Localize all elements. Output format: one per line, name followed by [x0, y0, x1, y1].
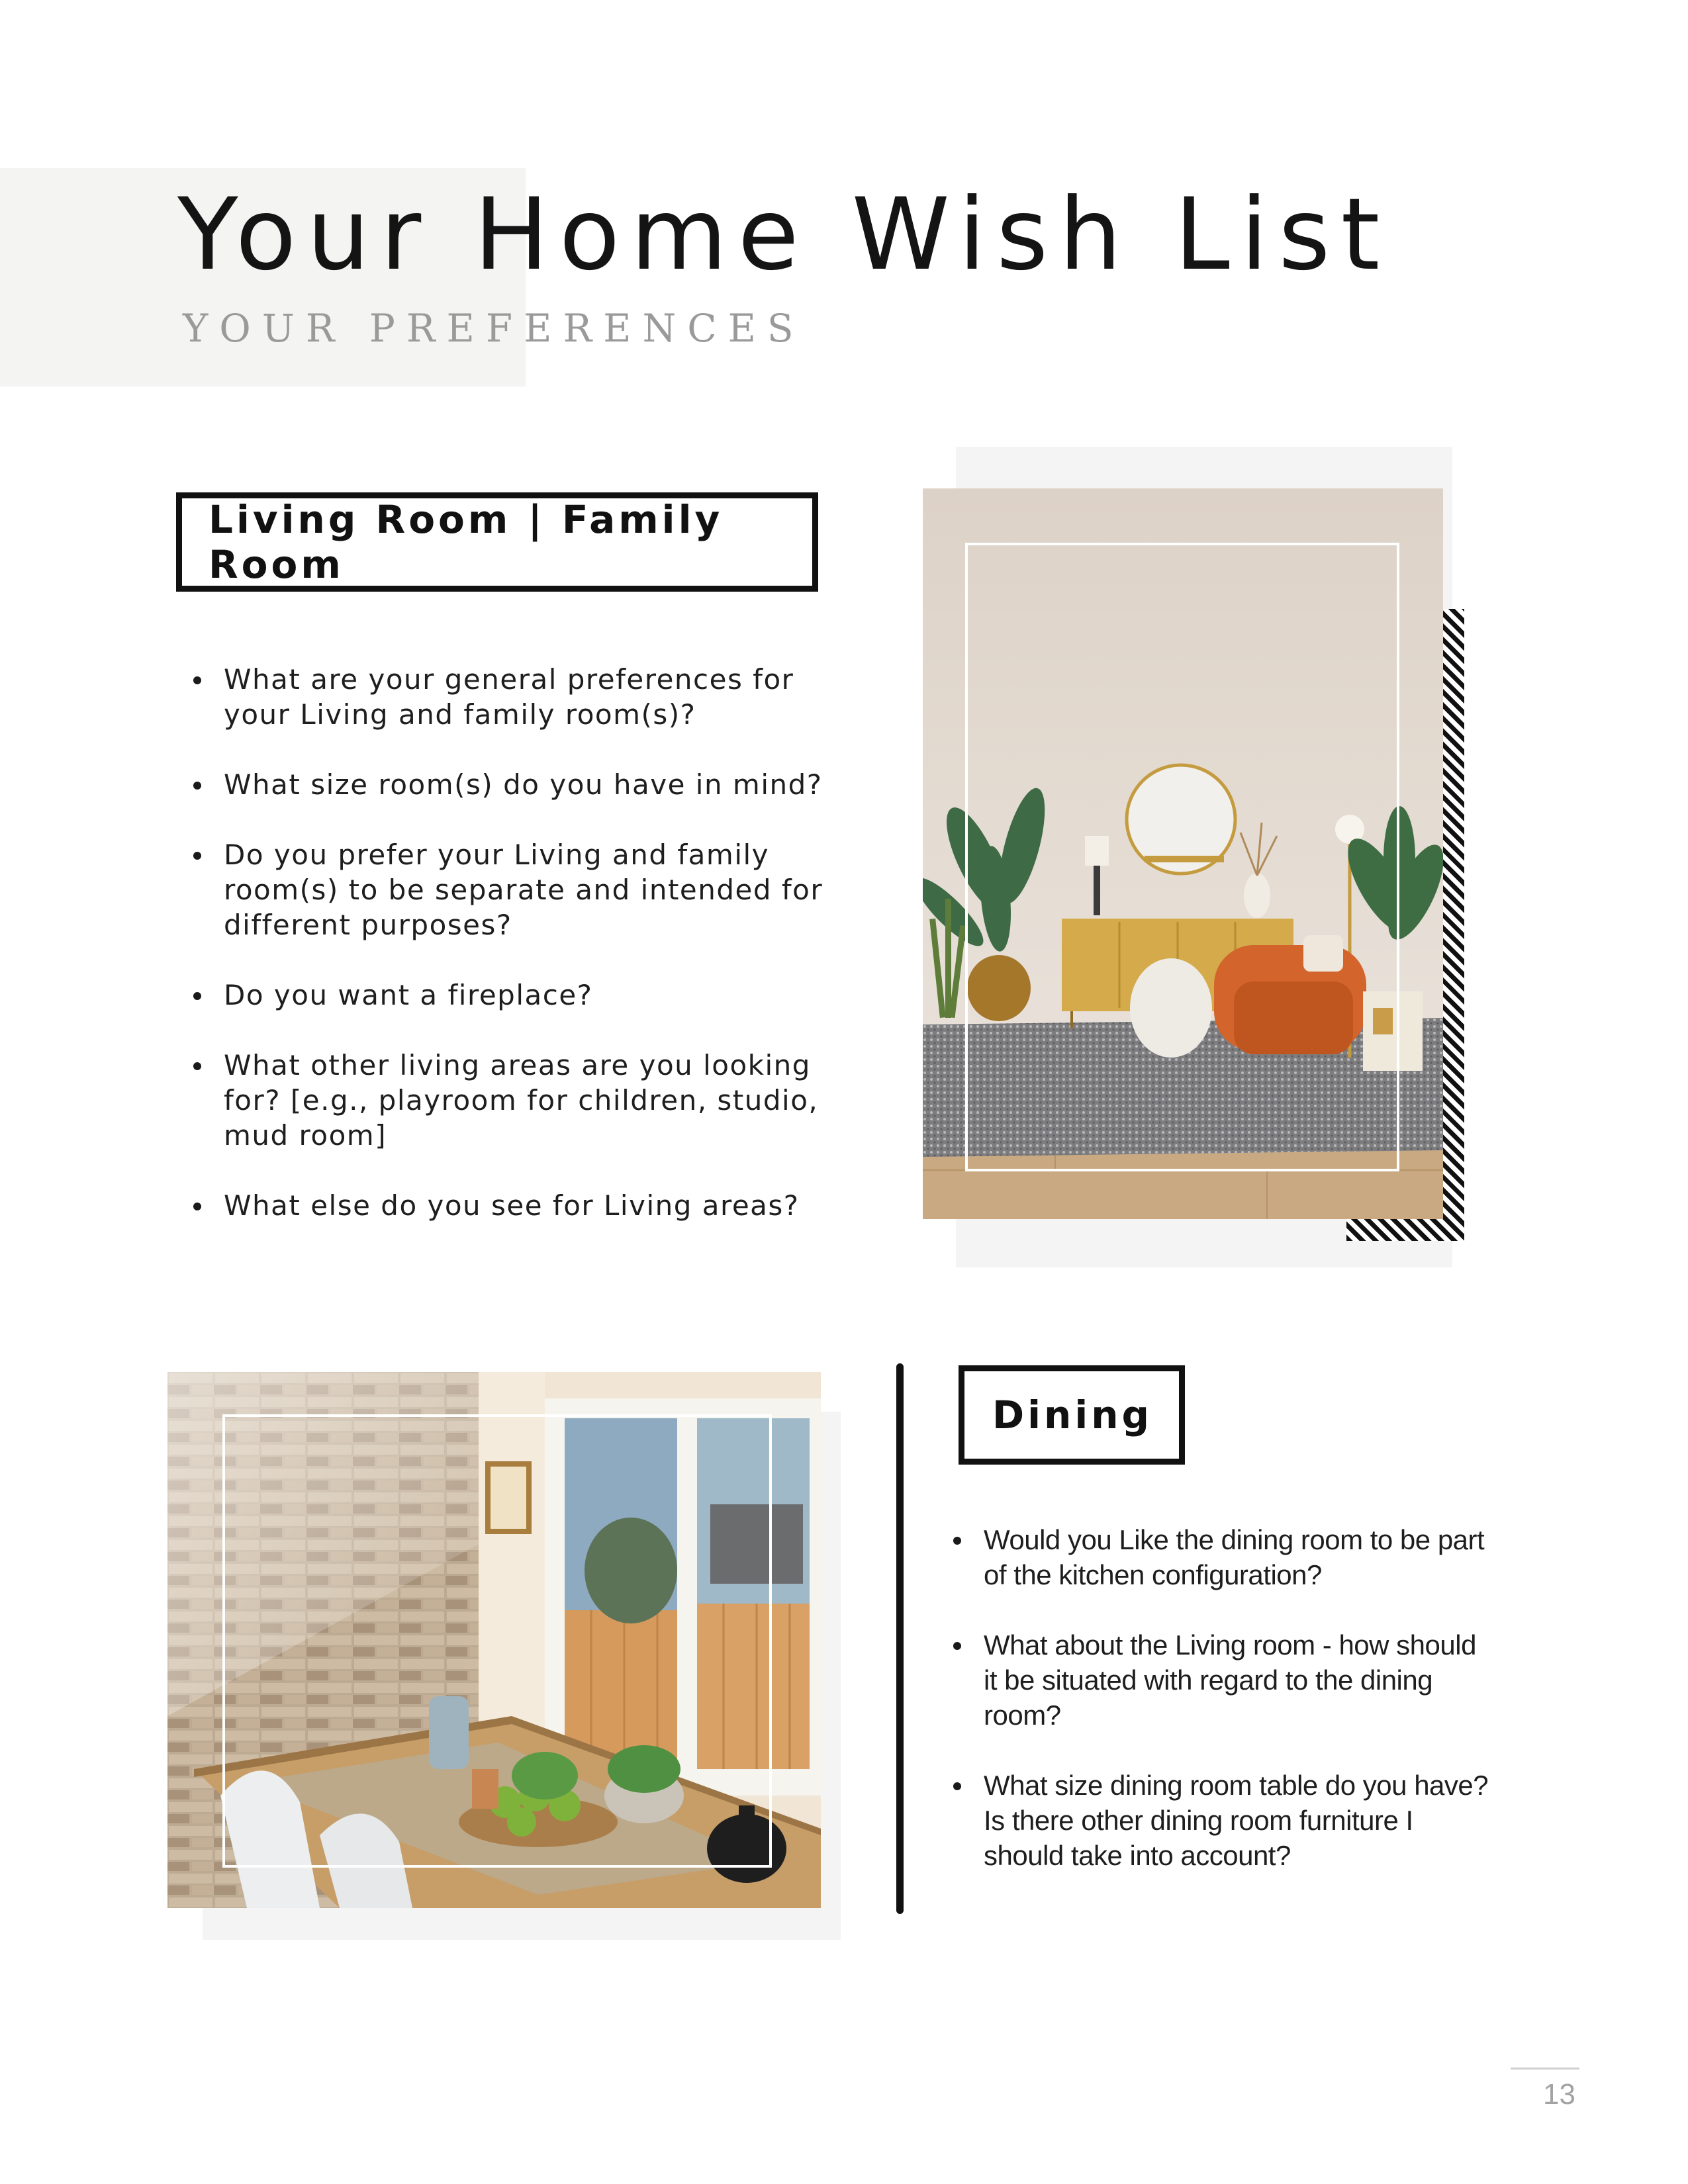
list-item: What about the Living room - how should it be situated with regard to the dining room? — [953, 1627, 1496, 1733]
dining-photo-frame — [222, 1414, 772, 1868]
list-item: Do you prefer your Living and family room(s) to be separate and intended for different purposes? — [193, 837, 829, 942]
vertical-divider — [896, 1363, 904, 1914]
page-number: 13 — [1543, 2078, 1575, 2111]
list-item: What else do you see for Living areas? — [193, 1188, 829, 1223]
list-item: What size room(s) do you have in mind? — [193, 767, 829, 802]
page-subtitle: YOUR PREFERENCES — [183, 306, 805, 351]
list-item: What are your general preferences for your Living and family room(s)? — [193, 662, 829, 732]
list-item: What other living areas are you looking for? [e.g., playroom for children, studio, mud room] — [193, 1048, 829, 1153]
list-item: Would you Like the dining room to be part of the kitchen configuration? — [953, 1522, 1496, 1592]
dining-question-list — [953, 1522, 1496, 1908]
dining-heading: Dining — [992, 1392, 1153, 1437]
living-photo-frame — [965, 543, 1399, 1171]
list-item: What size dining room table do you have? Is there other dining room furniture I should take into account? — [953, 1768, 1496, 1873]
living-room-heading: Living Room | Family Room — [209, 497, 724, 587]
dining-heading-box — [959, 1365, 1185, 1465]
list-item: Do you want a fireplace? — [193, 978, 829, 1013]
page-title: Your Home Wish List — [177, 177, 1391, 293]
living-room-heading-box — [176, 492, 818, 592]
page-number-rule — [1511, 2068, 1579, 2070]
living-room-question-list — [193, 662, 829, 1258]
